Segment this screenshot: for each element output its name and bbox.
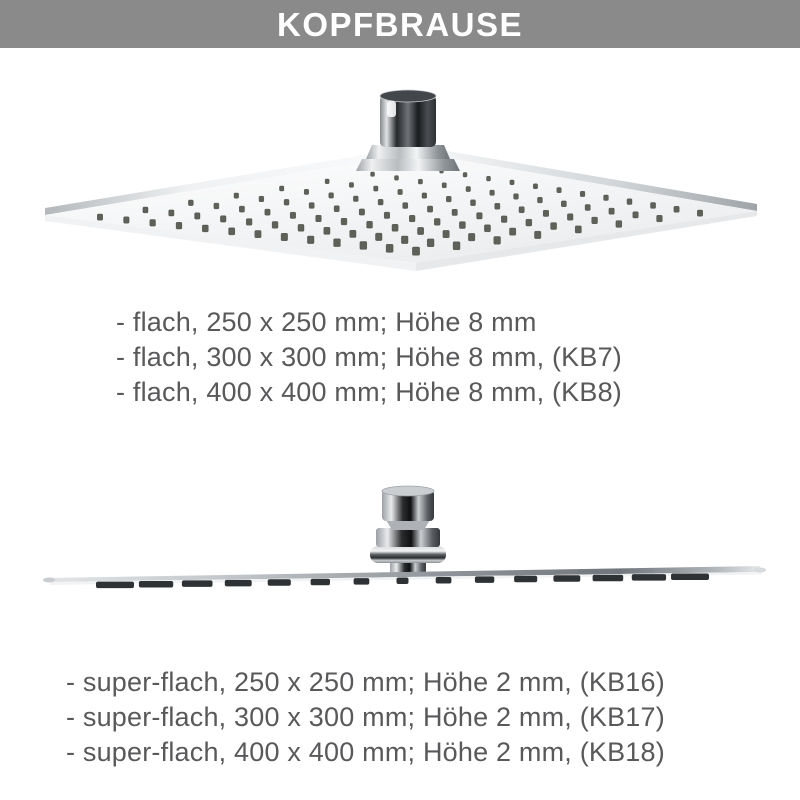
shower-connector <box>356 90 460 171</box>
spec-line: - flach, 300 x 300 mm; Höhe 8 mm, (KB7) <box>116 342 622 372</box>
page-title: KOPFBRAUSE <box>276 6 524 43</box>
spec-list-flach <box>116 305 622 410</box>
spec-line: - super-flach, 300 x 300 mm; Höhe 2 mm, (KB17) <box>66 702 665 732</box>
spec-list-super-flach <box>66 665 665 770</box>
spec-line: - super-flach, 250 x 250 mm; Höhe 2 mm, (KB16) <box>66 667 665 697</box>
spec-line: - flach, 400 x 400 mm; Höhe 8 mm, (KB8) <box>116 377 622 407</box>
spec-line: - super-flach, 400 x 400 mm; Höhe 2 mm, (KB18) <box>66 737 665 767</box>
super-flat-shower-head-image <box>0 480 800 620</box>
spec-line: - flach, 250 x 250 mm; Höhe 8 mm <box>116 307 537 337</box>
shower-connector <box>370 486 446 574</box>
flat-shower-head-image <box>0 75 800 300</box>
header-bar <box>0 0 800 48</box>
